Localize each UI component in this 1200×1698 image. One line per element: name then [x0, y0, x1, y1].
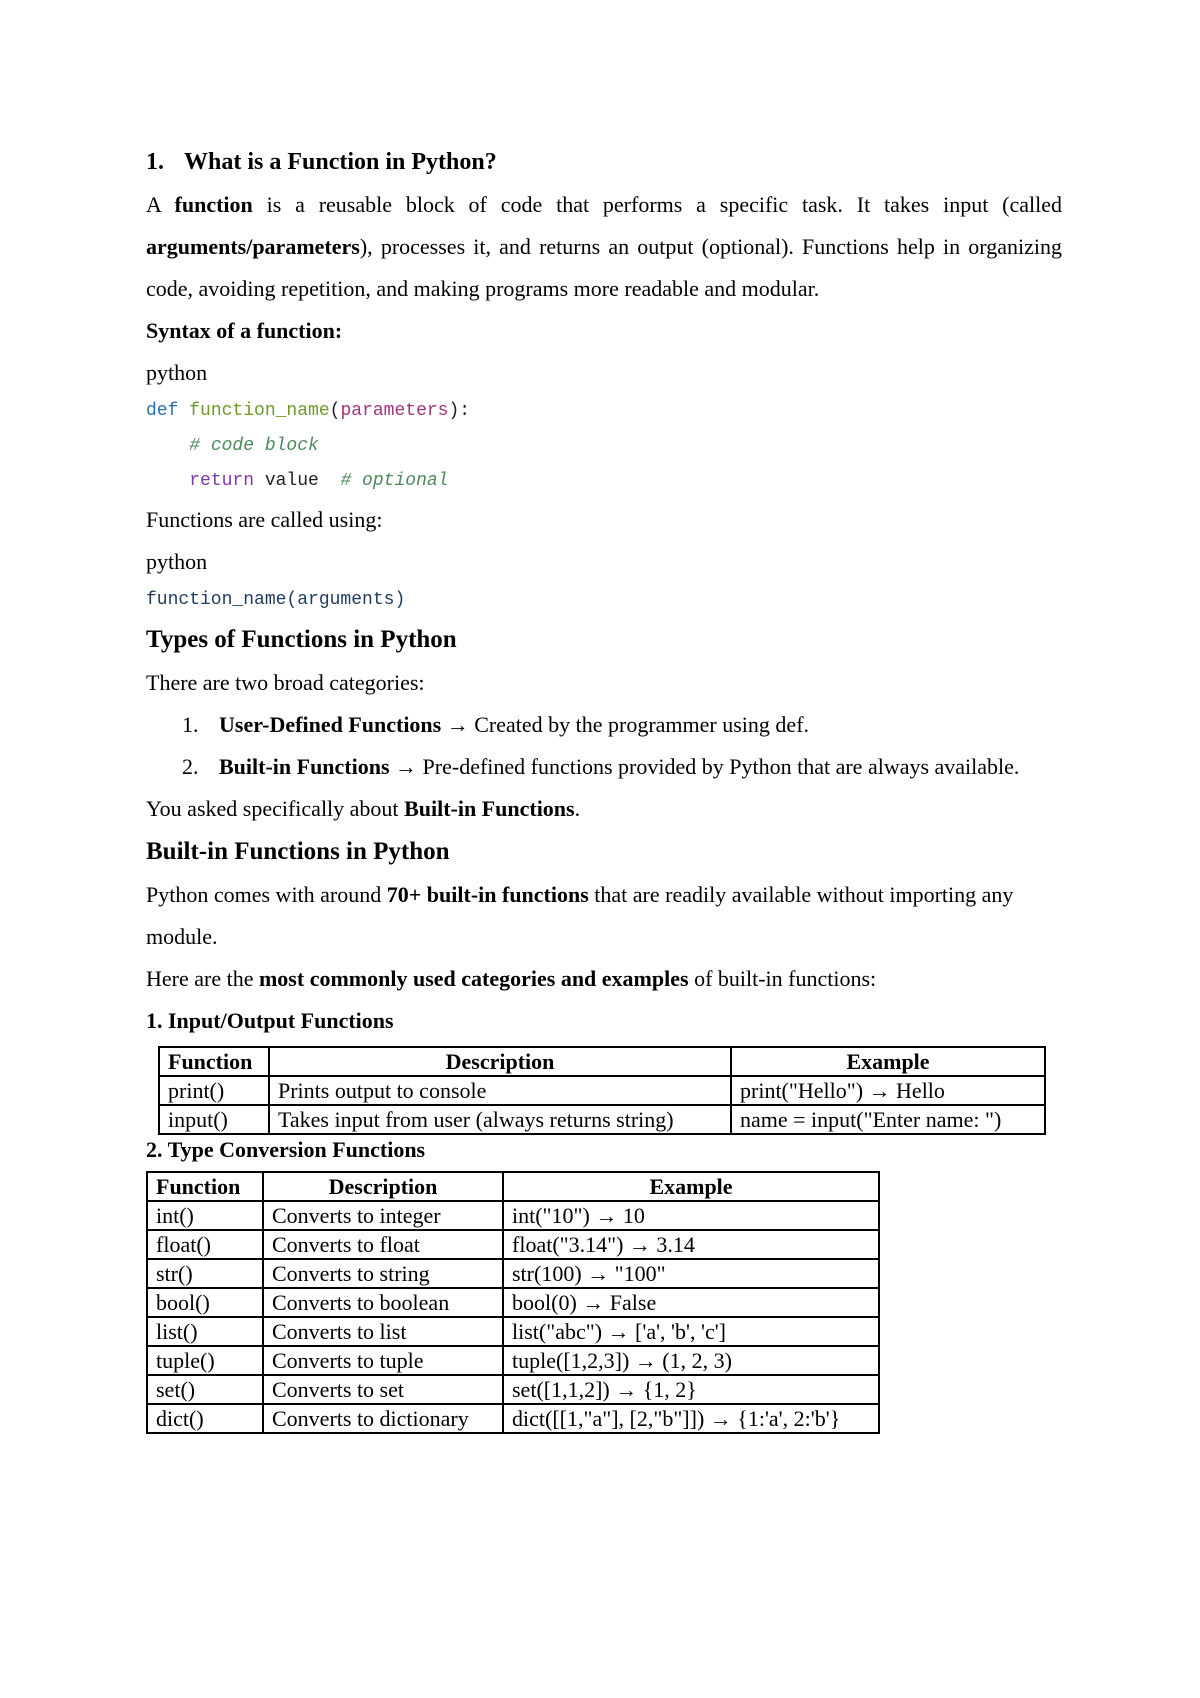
table-row: [147, 1201, 879, 1230]
text-run: Python comes with around: [146, 882, 387, 907]
table-cell: Converts to list: [263, 1317, 503, 1346]
code-language-label: python: [146, 549, 208, 574]
text-run: A: [146, 192, 175, 217]
column-header: Description: [263, 1172, 503, 1201]
builtin-intro: [146, 874, 1062, 958]
section-heading: [146, 140, 1062, 184]
types-intro: There are two broad categories:: [146, 670, 425, 695]
table-cell: int(): [147, 1201, 263, 1230]
column-header: Example: [503, 1172, 879, 1201]
call-code-block: function_name(arguments): [146, 590, 406, 610]
code-language-label: python: [146, 360, 208, 385]
comment-token: # optional: [340, 471, 449, 491]
table-cell: Converts to set: [263, 1375, 503, 1404]
table-cell: Converts to dictionary: [263, 1404, 503, 1433]
table-cell: set(): [147, 1375, 263, 1404]
table-cell: bool(0) → False: [503, 1288, 879, 1317]
text-run: that are readily available without importing any module.: [146, 882, 1014, 949]
conversion-heading: [146, 1135, 1062, 1165]
list-number: 1.: [182, 712, 199, 737]
paren-token: (: [329, 401, 341, 421]
paren-token: ):: [448, 401, 471, 421]
table-cell: Converts to integer: [263, 1201, 503, 1230]
table-cell: float("3.14") → 3.14: [503, 1230, 879, 1259]
table-cell: print("Hello") → Hello: [731, 1076, 1045, 1105]
column-header: Example: [731, 1047, 1045, 1076]
table-row: [147, 1259, 879, 1288]
bold-run: most commonly used categories and examples: [258, 966, 689, 991]
bold-run: Built-in Functions: [404, 796, 575, 821]
table-cell: tuple([1,2,3]) → (1, 2, 3): [503, 1346, 879, 1375]
column-header: Function: [147, 1172, 263, 1201]
bold-run: 70+ built-in functions: [386, 882, 589, 907]
table-cell: list(): [147, 1317, 263, 1346]
value-token: value: [254, 471, 341, 491]
table-cell: int("10") → 10: [503, 1201, 879, 1230]
list-item: [146, 704, 1062, 746]
column-header: Description: [269, 1047, 731, 1076]
code-line: [146, 464, 1062, 499]
table-row: [147, 1230, 879, 1259]
table-cell: Converts to float: [263, 1230, 503, 1259]
table-cell: Takes input from user (always returns string): [269, 1105, 731, 1134]
function-definition-paragraph: [146, 184, 1062, 310]
table-cell: tuple(): [147, 1346, 263, 1375]
document-page: [146, 140, 1062, 1434]
column-header: Function: [159, 1047, 269, 1076]
table-cell: dict(): [147, 1404, 263, 1433]
table-cell: str(): [147, 1259, 263, 1288]
table-cell: float(): [147, 1230, 263, 1259]
bold-run: function: [174, 192, 253, 217]
called-using-text: Functions are called using:: [146, 507, 383, 532]
indent: [146, 471, 189, 491]
types-list: [146, 704, 1062, 788]
code-line: [146, 429, 1062, 464]
code-line: [146, 394, 1062, 429]
bold-run: 2. Type Conversion Functions: [146, 1137, 426, 1162]
table-cell: dict([[1,"a"], [2,"b"]]) → {1:'a', 2:'b'}: [503, 1404, 879, 1433]
table-cell: name = input("Enter name: "): [731, 1105, 1045, 1134]
table-row: [147, 1375, 879, 1404]
io-heading: [146, 1000, 1062, 1042]
text-run: ), processes it, and returns an output (optional). Functions help in organizing code, avoiding repetition, and making programs more readable and modular.: [146, 234, 1062, 301]
builtin-heading: Built-in Functions in Python: [146, 838, 450, 865]
table-cell: input(): [159, 1105, 269, 1134]
keyword-def: def: [146, 401, 179, 421]
table-cell: print(): [159, 1076, 269, 1105]
asked-text: [146, 788, 1062, 830]
syntax-heading: [146, 310, 1062, 352]
table-cell: list("abc") → ['a', 'b', 'c']: [503, 1317, 879, 1346]
table-cell: bool(): [147, 1288, 263, 1317]
list-number: 2.: [182, 754, 199, 779]
table-header-row: [159, 1047, 1045, 1076]
text-run: Here are the: [146, 966, 259, 991]
type-conversion-table: [146, 1171, 880, 1434]
table-cell: Converts to string: [263, 1259, 503, 1288]
io-functions-table: [158, 1046, 1046, 1135]
text-run: → Created by the programmer using def.: [441, 712, 810, 737]
section-title: What is a Function in Python?: [184, 149, 497, 175]
table-cell: str(100) → "100": [503, 1259, 879, 1288]
table-cell: set([1,1,2]) → {1, 2}: [503, 1375, 879, 1404]
text-run: .: [574, 796, 581, 821]
table-row: [159, 1105, 1045, 1134]
bold-run: User-Defined Functions: [219, 712, 442, 737]
table-row: [159, 1076, 1045, 1105]
table-row: [147, 1288, 879, 1317]
table-header-row: [147, 1172, 879, 1201]
indent: [146, 436, 189, 456]
list-item: [146, 746, 1062, 788]
bold-run: Built-in Functions: [219, 754, 390, 779]
bold-run: 1. Input/Output Functions: [146, 1008, 394, 1033]
parameters-token: parameters: [340, 401, 449, 421]
section-number: 1.: [146, 149, 164, 175]
bold-run: arguments/parameters: [146, 234, 360, 259]
comment-token: # code block: [189, 436, 319, 456]
table-cell: Converts to boolean: [263, 1288, 503, 1317]
text-run: of built-in functions:: [688, 966, 877, 991]
bold-run: Syntax of a function:: [146, 318, 343, 343]
syntax-code-block: [146, 394, 1062, 499]
table-row: [147, 1317, 879, 1346]
table-row: [147, 1404, 879, 1433]
table-cell: Converts to tuple: [263, 1346, 503, 1375]
builtin-categories-text: [146, 958, 1062, 1000]
keyword-return: return: [189, 471, 255, 491]
text-run: You asked specifically about: [146, 796, 405, 821]
text-run: → Pre-defined functions provided by Python that are always available.: [389, 754, 1020, 779]
table-row: [147, 1346, 879, 1375]
function-name-token: function_name: [189, 401, 330, 421]
types-heading: Types of Functions in Python: [146, 626, 457, 653]
text-run: is a reusable block of code that performs a specific task. It takes input (called: [252, 192, 1062, 217]
table-cell: Prints output to console: [269, 1076, 731, 1105]
